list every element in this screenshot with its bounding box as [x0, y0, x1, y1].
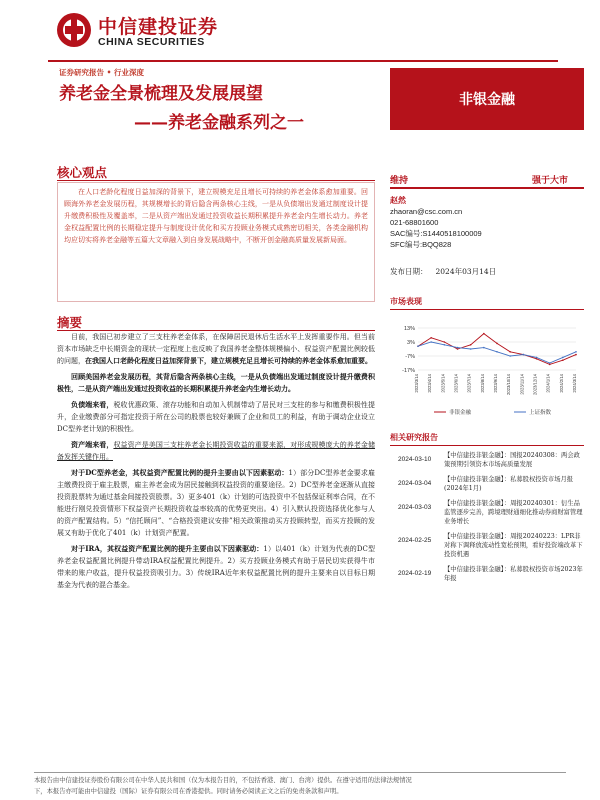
- x-tick-label: 2023/11/14: [519, 374, 525, 395]
- related-date: 2024-03-10: [398, 456, 432, 463]
- data-point: [470, 348, 472, 350]
- series-line: [418, 334, 576, 365]
- analyst-info: [390, 195, 584, 250]
- publish-date-label: 发布日期：: [390, 267, 428, 276]
- related-item[interactable]: [398, 565, 584, 583]
- report-title: 养老金全景梳理及发展展望: [59, 84, 263, 104]
- x-tick-label: 2023/10/14: [506, 374, 512, 395]
- publish-date-value: 2024年03月14日: [435, 267, 497, 276]
- data-point: [470, 344, 472, 346]
- x-tick-label: 2023/7/14: [466, 374, 472, 393]
- data-point: [430, 337, 432, 339]
- summary-paragraph-6: 对于IRA，其权益资产配置比例的提升主要由以下因素驱动：1）以401（k）计划为代表的DC型养老金权益配置比例提升带动IRA权益配置比例提升。2）买方投顾业务模式有助于居民切实获得牛市带来的账户收益，提升权益投资吸引力。3）传统IRA近年来权益配置比例的提升主要来自以目标日期基金为代表的混合基金。: [57, 544, 375, 589]
- publish-date: [390, 266, 584, 277]
- related-date: 2024-02-25: [398, 537, 432, 544]
- x-tick-label: 2023/8/14: [479, 374, 485, 393]
- data-point: [483, 347, 485, 349]
- data-point: [444, 341, 446, 343]
- analyst-sfc: SFC编号:BQQ828: [390, 240, 452, 249]
- data-point: [457, 347, 459, 349]
- data-point: [496, 343, 498, 345]
- related-title[interactable]: 【中信建投非银金融】：私募股权投资市场2023年年报: [444, 566, 583, 582]
- breadcrumb: 证券研究报告 • 行业深度: [59, 68, 145, 77]
- related-date: 2024-03-03: [398, 504, 432, 511]
- analyst-name: 赵然: [390, 196, 406, 205]
- x-tick-label: 2024/2/14: [558, 374, 564, 393]
- analyst-sac: SAC编号:S1440518100009: [390, 229, 482, 238]
- y-tick-label: -17%: [402, 368, 415, 374]
- disclaimer-footer: [34, 775, 582, 797]
- related-item[interactable]: [398, 475, 584, 493]
- data-point: [417, 345, 419, 347]
- data-point: [483, 333, 485, 335]
- legend-label: 非银金融: [449, 410, 472, 416]
- summary-paragraph-2: 回顾美国养老金发展历程，其背后隐含两条核心主线，一是从负债端出发通过制度设计提升缴费积极性，二是从资产端出发通过投资收益的长期积累提升养老金内生增长动力。: [57, 372, 375, 393]
- analyst-phone: 021-68801600: [390, 218, 439, 227]
- data-point: [536, 358, 538, 360]
- core-heading: 核心观点: [57, 165, 108, 180]
- sector-banner: [390, 68, 584, 130]
- related-title[interactable]: 【中信建投非银金融】：周报20240301：衍生品监管逐步完善，跨境理财通细化推动券商财富管理业务增长: [444, 500, 583, 525]
- related-date: 2024-02-19: [398, 570, 432, 577]
- data-point: [509, 355, 511, 357]
- summary-paragraph-1: 目前，我国已初步建立了三支柱养老金体系，在保障居民退休后生活水平上发挥重要作用。但当前资本市场缺乏中长期资金的现状一定程度上也反映了我国养老金整体规模偏小、权益资产配置比例较低的问题，在我国人口老龄化程度日益加深背景下，建立规模充足且增长可持续的养老金体系愈加重要。: [57, 333, 375, 365]
- x-tick-label: 2023/5/14: [440, 374, 446, 393]
- x-tick-label: 2023/6/14: [453, 374, 459, 393]
- performance-chart-svg: [390, 320, 584, 420]
- logo-text-cn: 中信建投证券: [98, 16, 219, 38]
- summary-heading: 摘要: [57, 315, 83, 330]
- related-divider: [390, 445, 584, 446]
- x-tick-label: 2023/9/14: [493, 374, 498, 393]
- legend-label: 上证指数: [529, 410, 552, 416]
- x-tick-label: 2023/4/14: [427, 374, 433, 393]
- sector-label: 非银金融: [459, 92, 515, 108]
- data-point: [562, 357, 564, 359]
- data-point: [523, 354, 525, 356]
- related-item[interactable]: [398, 532, 584, 559]
- related-date: 2024-03-04: [398, 480, 432, 487]
- market-divider: [390, 309, 584, 310]
- report-subtitle: ——养老金融系列之一: [134, 113, 304, 133]
- data-point: [430, 341, 432, 343]
- summary-paragraph-3: 负债端来看，税收优惠政策、滚存功能和自动加入机制带动了居民对三支柱的参与和缴费积极性提升，企业缴费部分可指定投资于所在公司的股票也较好兼顾了企业和员工的利益，有助于调动企业设立DC型养老计划的积极性。: [57, 400, 376, 433]
- logo-text-en: CHINA SECURITIES: [98, 36, 205, 48]
- data-point: [562, 359, 564, 361]
- x-tick-label: 2024/3/14: [572, 374, 577, 393]
- data-point: [496, 351, 498, 353]
- market-chart: [390, 320, 584, 420]
- y-tick-label: 13%: [403, 326, 415, 332]
- data-point: [575, 354, 577, 356]
- core-text: 在人口老龄化程度日益加深的背景下，建立规模充足且增长可持续的养老金体系愈加重要。回顾海外养老金发展历程，其规模增长的背后隐含两条核心主线，一是从负债端出发通过制度设计提升缴费积极性及覆盖率，二是从资产端出发通过投资收益长期积累提升养老金内生增长动力。养老金权益配置比例的长期稳定提升与制度设计优化和买方投顾业务模式成熟密切相关，各类金融机构均应切实将养老金融等五篇大文章融入到自身发展战略中，不断开创金融高质量发展新局面。: [64, 188, 368, 244]
- rating-row: [390, 169, 584, 189]
- related-item[interactable]: [398, 499, 584, 526]
- summary-paragraph-4: 资产端来看，权益资产是美国三支柱养老金长期投资收益的重要来源，对形成规模庞大的养老金储备发挥关键作用。: [57, 440, 376, 461]
- rating-action: 维持: [390, 176, 409, 186]
- logo-emblem-icon: [56, 12, 92, 48]
- data-point: [549, 362, 551, 364]
- data-point: [575, 351, 577, 353]
- data-point: [457, 348, 459, 350]
- company-logo: [56, 10, 226, 52]
- related-title[interactable]: 【中信建投非银金融】：周报20240223：LPR非对称下调释放流动性宽松预期，看好投资端改革下投资机遇: [444, 533, 583, 558]
- rating-value: 强于大市: [531, 176, 568, 186]
- data-point: [509, 351, 511, 353]
- data-point: [444, 344, 446, 346]
- data-point: [549, 364, 551, 366]
- x-tick-label: 2023/12/14: [532, 374, 538, 395]
- summary-paragraph-5: 对于DC型养老金，其权益资产配置比例的提升主要由以下因素驱动：1）部分DC型养老金要求雇主缴费投资于雇主股票，雇主养老金成为居民接触到权益投资的重要途径。2）DC型养老金逐渐从直接投资股票转为通过基金间接投资股票。3）更多401（k）计划的可选投资中不包括保证利率合同，在不能进行刚兑投资情形下权益资产长期投资收益率较高的优势更突出。4）引入默认投资选择优化参与人的资产配置结构。5）“信托顾问”、“合格投资建议安排”相关政策推动买方投顾转型，而买方投顾的发展又有助于优化了401（k）计划资产配置。: [57, 468, 375, 537]
- market-heading: 市场表现: [390, 297, 422, 306]
- core-viewpoint-box: [57, 182, 375, 302]
- core-divider: [57, 180, 375, 181]
- footer-divider: [34, 772, 566, 773]
- related-list: [398, 451, 584, 589]
- related-item[interactable]: [398, 451, 584, 469]
- data-point: [536, 357, 538, 359]
- disclaimer-line-2: 下，本报告亦可能由中信建投（国际）证券有限公司在香港提供。同时请务必阅读正文之后的免责条款和声明。: [34, 788, 343, 795]
- summary-body: [57, 331, 375, 595]
- x-tick-label: 2024/1/14: [545, 374, 551, 393]
- related-title[interactable]: 【中信建投非银金融】：私募股权投资市场月报(2024年1月): [444, 476, 574, 492]
- y-tick-label: 3%: [407, 340, 415, 346]
- related-heading: 相关研究报告: [390, 433, 438, 442]
- disclaimer-line-1: 本报告由中信建投证券股份有限公司在中华人民共和国（仅为本报告目的，不包括香港、澳门、台湾）提供。在遵守适用的法律法规情况: [34, 777, 412, 784]
- analyst-email[interactable]: zhaoran@csc.com.cn: [390, 207, 463, 216]
- y-tick-label: -7%: [405, 354, 415, 360]
- x-tick-label: 2023/3/14: [414, 374, 419, 393]
- header-divider: [48, 60, 558, 62]
- related-title[interactable]: 【中信建投非银金融】：国报20240308：两会政策预期引领资本市场高质量发展: [444, 452, 580, 468]
